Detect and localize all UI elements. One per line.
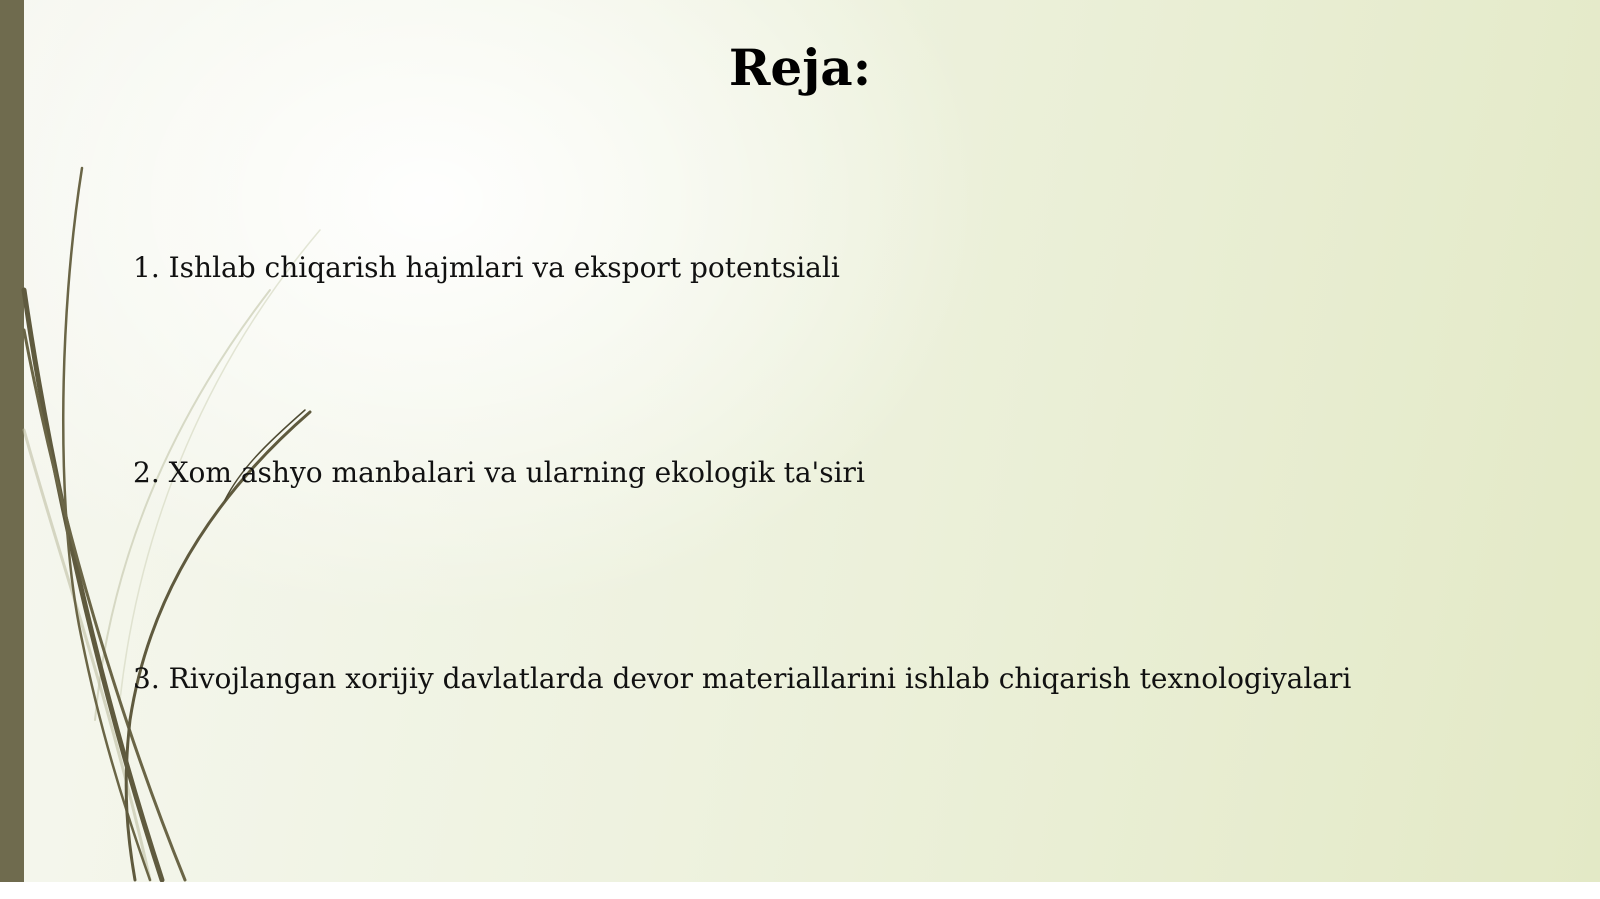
plan-item-2: 2. Xom ashyo manbalari va ularning ekologik ta'siri xyxy=(133,456,865,489)
plan-item-3: 3. Rivojlangan xorijiy davlatlarda devor materiallarini ishlab chiqarish texnologiyalari xyxy=(133,662,1352,695)
slide-title: Reja: xyxy=(728,38,872,97)
grass-strands-icon xyxy=(0,0,400,899)
bottom-edge xyxy=(0,882,1600,899)
plan-item-1: 1. Ishlab chiqarish hajmlari va eksport potentsiali xyxy=(133,251,840,284)
